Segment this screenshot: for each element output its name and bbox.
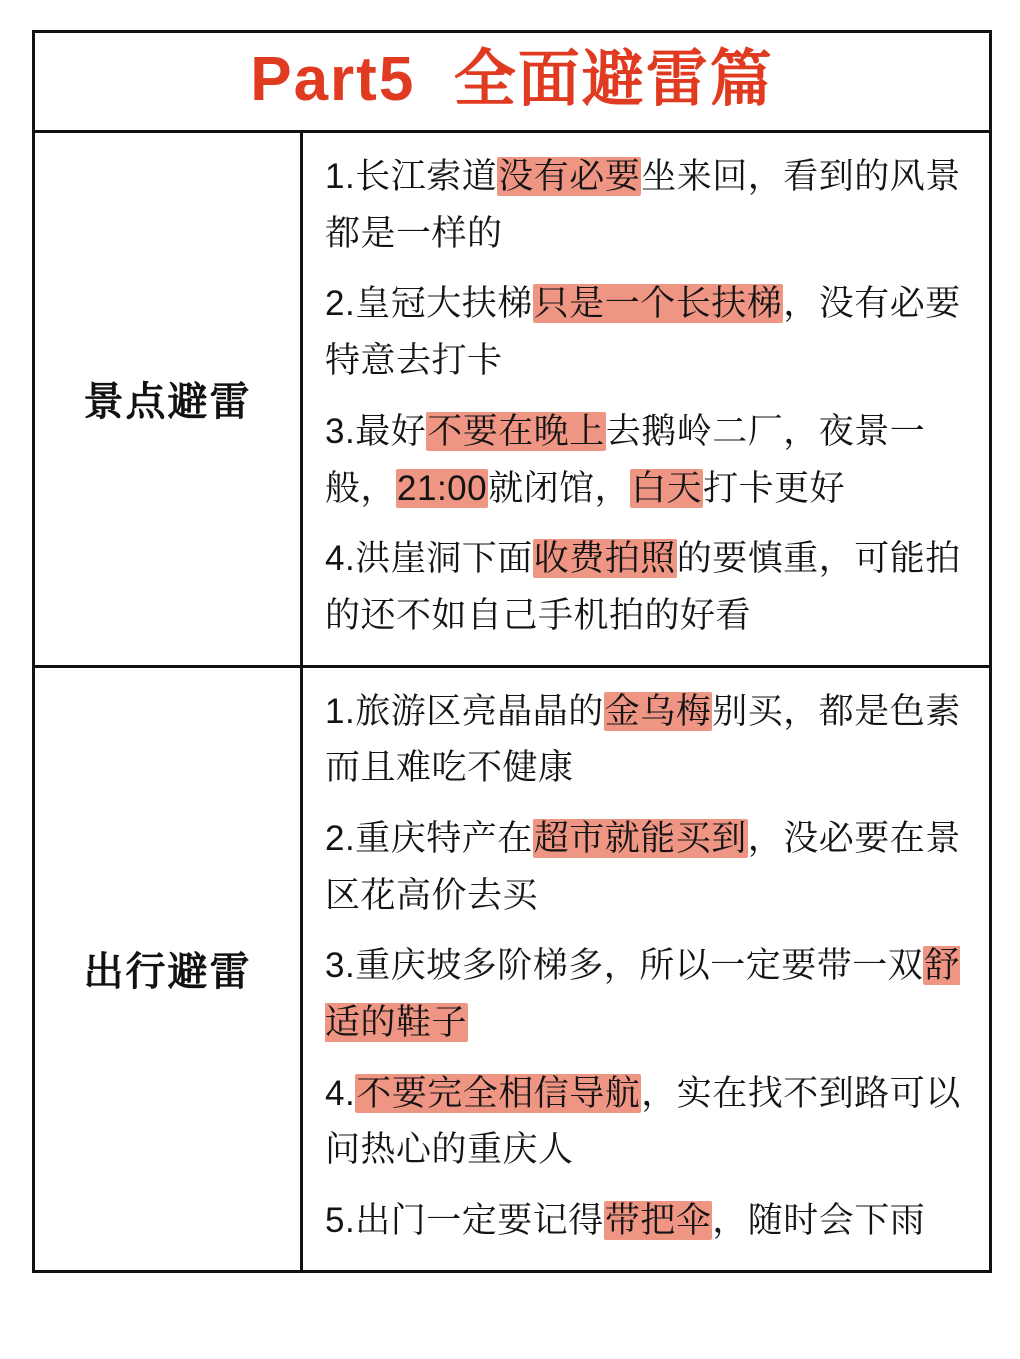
plain-text: 4.洪崖洞下面 (325, 539, 533, 579)
plain-text: ，随时会下雨 (712, 1201, 926, 1241)
highlighted-text: 21:00 (397, 468, 488, 508)
plain-text: 就闭馆， (488, 468, 631, 508)
plain-text: 2.重庆特产在 (325, 818, 533, 858)
plain-text: ，没有必要特意去打卡 (325, 284, 961, 381)
highlighted-text: 不要在晚上 (427, 411, 605, 451)
title-row (35, 33, 989, 133)
section-label-attractions (35, 133, 303, 665)
tip-item (325, 938, 969, 1051)
tip-item (325, 1066, 969, 1179)
tip-item (325, 404, 969, 517)
plain-text: 坐来回，看到的风景都是一样的 (325, 157, 961, 253)
highlighted-text: 没有必要 (498, 157, 641, 197)
plain-text: 去鹅岭二厂，夜景一般， (325, 411, 926, 508)
plain-text: 2.皇冠大扶梯 (325, 284, 533, 324)
plain-text: 3.最好 (325, 411, 427, 451)
section-travel (35, 668, 989, 1270)
section-attractions (35, 133, 989, 668)
highlighted-text: 超市就能买到 (533, 818, 747, 858)
highlighted-text: 白天 (631, 468, 703, 508)
tip-item (325, 531, 969, 644)
highlighted-text: 带把伞 (604, 1201, 712, 1241)
plain-text: 别买，都是色素而且难吃不健康 (325, 691, 961, 788)
tip-item (325, 149, 969, 262)
plain-text: 1.旅游区亮晶晶的 (325, 691, 604, 731)
page-title: Part5 全面避雷篇 (250, 45, 774, 114)
highlighted-text: 金乌梅 (604, 691, 712, 731)
section-body-attractions (303, 133, 989, 665)
plain-text: 打卡更好 (703, 468, 846, 508)
plain-text: ，没必要在景区花高价去买 (325, 818, 961, 915)
tip-item (325, 684, 969, 797)
content-table (32, 30, 992, 1273)
highlighted-text: 收费拍照 (533, 539, 676, 579)
section-label-text: 景点避雷 (83, 380, 252, 425)
section-label-travel (35, 668, 303, 1270)
tip-item (325, 811, 969, 924)
section-label-text: 出行避雷 (83, 950, 252, 995)
section-body-travel (303, 668, 989, 1270)
plain-text: 的要慎重，可能拍的还不如自己手机拍的好看 (325, 539, 961, 635)
highlighted-text: 只是一个长扶梯 (533, 284, 783, 324)
plain-text: 4. (325, 1073, 356, 1113)
tip-item (325, 276, 969, 389)
plain-text: 5.出门一定要记得 (325, 1201, 604, 1241)
plain-text: ，实在找不到路可以问热心的重庆人 (325, 1073, 961, 1170)
tip-item (325, 1193, 969, 1250)
plain-text: 3.重庆坡多阶梯多，所以一定要带一双 (325, 946, 924, 986)
highlighted-text: 不要完全相信导航 (356, 1073, 641, 1113)
highlighted-text: 舒适的鞋子 (325, 946, 960, 1043)
plain-text: 1.长江索道 (325, 157, 498, 197)
